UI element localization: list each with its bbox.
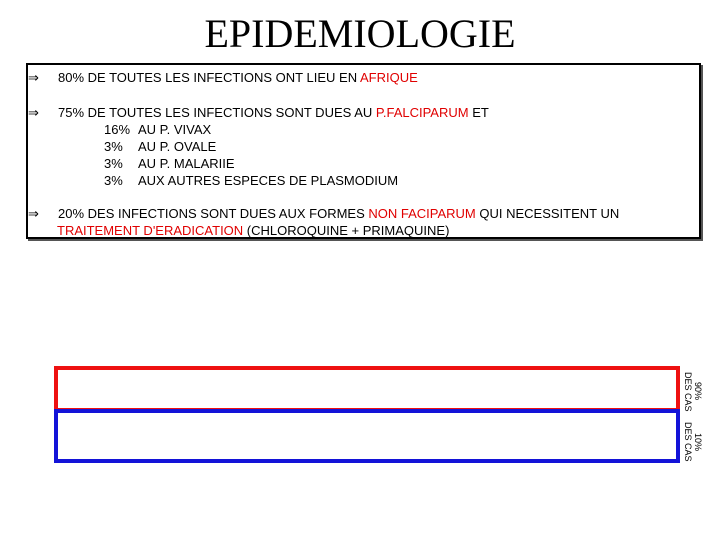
- bar-percent: 90%: [693, 381, 703, 400]
- bullet-text: 20% DES INFECTIONS SONT DUES AUX FORMES: [58, 206, 369, 221]
- bar-caption: DES CAS: [683, 372, 693, 412]
- bar-percent: 10%: [693, 432, 703, 451]
- bullet-highlight: NON FACIPARUM: [368, 206, 476, 221]
- bullet-highlight: P.FALCIPARUM: [375, 105, 469, 120]
- implies-arrow-icon: ⇒: [28, 206, 39, 221]
- species-name: AUX AUTRES ESPECES DE PLASMODIUM: [138, 173, 399, 188]
- implies-arrow-icon: ⇒: [28, 70, 39, 85]
- species-item: [104, 121, 211, 138]
- bullet-non-falciparum: [58, 205, 619, 222]
- blue-bar-label: [683, 422, 703, 462]
- bullet-highlight: AFRIQUE: [359, 70, 418, 85]
- bullet-text: 75% DE TOUTES LES INFECTIONS SONT DUES AU: [58, 105, 376, 120]
- species-percent: 16%: [104, 122, 131, 137]
- bullet-text: 80% DE TOUTES LES INFECTIONS ONT LIEU EN: [58, 70, 360, 85]
- species-name: AU P. OVALE: [138, 139, 217, 154]
- species-percent: 3%: [104, 156, 123, 171]
- bullet-highlight: TRAITEMENT D'ERADICATION: [57, 223, 244, 238]
- bullet-text: QUI NECESSITENT UN: [475, 206, 620, 221]
- implies-arrow-icon: ⇒: [28, 105, 39, 120]
- bullet-text: ET: [468, 105, 489, 120]
- species-name: AU P. VIVAX: [138, 122, 212, 137]
- species-percent: 3%: [104, 139, 123, 154]
- bullet-falciparum: [58, 104, 489, 121]
- bar-caption: DES CAS: [683, 422, 693, 462]
- bullet-text: (CHLOROQUINE + PRIMAQUINE): [243, 223, 450, 238]
- species-item: [104, 172, 398, 189]
- blue-cases-bar: [54, 409, 680, 463]
- species-name: AU P. MALARIIE: [138, 156, 235, 171]
- species-item: [104, 155, 235, 172]
- species-percent: 3%: [104, 173, 123, 188]
- bullet-continuation: [57, 222, 449, 239]
- species-item: [104, 138, 216, 155]
- red-cases-bar: [54, 366, 680, 412]
- bullet-africa: [58, 69, 418, 86]
- page-title: EPIDEMIOLOGIE: [204, 11, 516, 56]
- red-bar-label: [683, 372, 703, 410]
